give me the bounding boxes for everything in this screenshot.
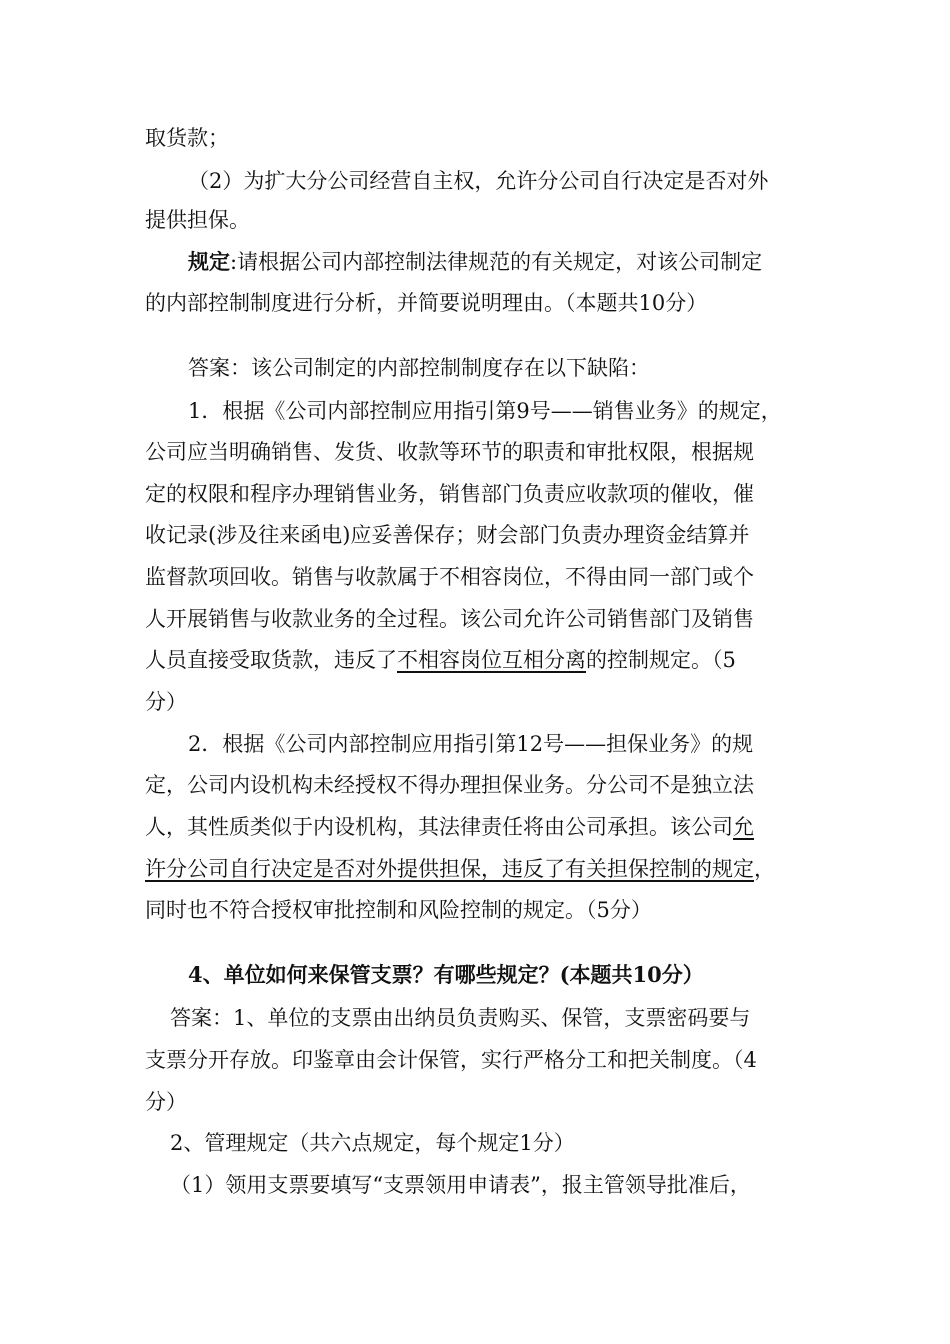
text-line: 答案：1、单位的支票由出纳员负责购买、保管，支票密码要与 <box>170 1006 751 1030</box>
text-line: 取货款； <box>145 126 229 150</box>
text-line: 1．根据《公司内部控制应用指引第9号——销售业务》的规定， <box>188 399 782 423</box>
text-line: 同时也不符合授权审批控制和风险控制的规定。（5分） <box>145 898 652 922</box>
text-line: （1）领用支票要填写“支票领用申请表”，报主管领导批准后， <box>170 1173 751 1197</box>
text-line: 的内部控制制度进行分析，并简要说明理由。（本题共10分） <box>145 291 708 315</box>
text-span: 人员直接受取货款，违反了 <box>145 648 397 672</box>
text-line <box>0 812 950 842</box>
answer-intro: 答案：该公司制定的内部控制制度存在以下缺陷： <box>188 356 650 380</box>
text-line: 人开展销售与收款业务的全过程。该公司允许公司销售部门及销售 <box>145 607 754 631</box>
text-line: 收记录(涉及往来函电)应妥善保存；财会部门负责办理资金结算并 <box>145 523 750 547</box>
text-span: :请根据公司内部控制法律规范的有关规定，对该公司制定 <box>230 250 763 274</box>
underlined-phrase: 允 <box>733 815 754 839</box>
text-span: 的控制规定。（5 <box>586 648 736 672</box>
text-span: 人，其性质类似于内设机构，其法律责任将由公司承担。该公司 <box>145 815 733 839</box>
text-line: （2）为扩大分公司经营自主权，允许分公司自行决定是否对外 <box>188 169 769 193</box>
text-line: 分） <box>145 690 187 714</box>
guiding-label: 规定 <box>188 249 230 274</box>
text-line <box>0 645 950 675</box>
text-line: 支票分开存放。印鉴章由会计保管，实行严格分工和把关制度。（4 <box>145 1048 757 1072</box>
text-line: 公司应当明确销售、发货、收款等环节的职责和审批权限，根据规 <box>145 440 754 464</box>
text-line: 定，公司内设机构未经授权不得办理担保业务。分公司不是独立法 <box>145 773 754 797</box>
text-line: 监督款项回收。销售与收款属于不相容岗位，不得由同一部门或个 <box>145 565 754 589</box>
text-line: 2、管理规定（共六点规定，每个规定1分） <box>170 1131 575 1155</box>
text-line: 提供担保。 <box>145 208 250 232</box>
underlined-phrase: 许分公司自行决定是否对外提供担保，违反了有关担保控制的规定 <box>145 857 754 881</box>
text-line <box>0 247 950 277</box>
underlined-phrase: 不相容岗位互相分离 <box>397 648 586 672</box>
text-span: ， <box>754 857 775 881</box>
question-heading: 4、单位如何来保管支票？有哪些规定？(本题共10分） <box>188 962 704 987</box>
text-line: 分） <box>145 1090 187 1114</box>
text-line <box>0 854 950 884</box>
text-line: 定的权限和程序办理销售业务，销售部门负责应收款项的催收，催 <box>145 482 754 506</box>
text-line: 2．根据《公司内部控制应用指引第12号——担保业务》的规 <box>188 732 754 756</box>
